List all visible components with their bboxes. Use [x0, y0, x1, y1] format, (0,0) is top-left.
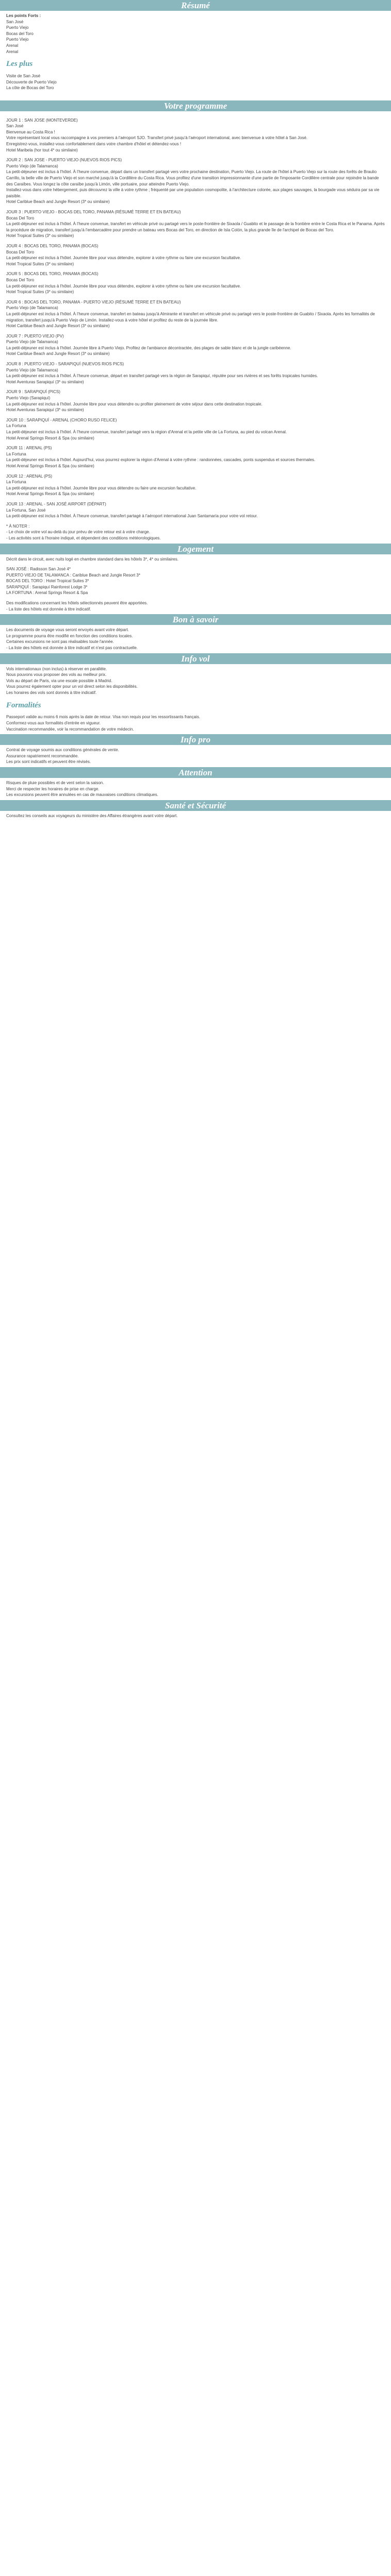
day-title: JOUR 6 : BOCAS DEL TORO, PANAMA - PUERTO VIEJO (RÉSUMÉ TERRE ET EN BATEAU) [6, 299, 181, 304]
logement-line: LA FORTUNA : Arenal Springs Resort & Spa [6, 590, 88, 596]
day-line: Hotel Aventuras Sarapiquí (3* ou similaire) [6, 379, 84, 384]
lesplus-header: Les plus [6, 60, 33, 69]
logement-line: SAN JOSÉ : Radisson San José 4* [6, 567, 71, 572]
bonasavoir-line: - La liste des hôtels est donnée à titre indicatif et n'est pas contractuelle. [6, 646, 138, 651]
day-line: Hotel Maribela (hor tout 4* ou similaire) [6, 147, 78, 152]
logement-header: Logement [0, 544, 391, 554]
day-line: Bocas Del Toro [6, 277, 35, 282]
programme-section [0, 111, 391, 544]
day-title: JOUR 10 : SARAPIQUÍ - ARENAL (CHORO RUSO FELICE) [6, 417, 117, 422]
day-line: Hotel Aventuras Sarapiquí (3* ou similaire) [6, 408, 84, 413]
lesplus-item: La côte de Bocas del Toro [6, 86, 54, 91]
day-title: JOUR 5 : BOCAS DEL TORO, PANAMA (BOCAS) [6, 272, 99, 277]
day-line: Hotel Tropical Suites (3* ou similaire) [6, 290, 74, 295]
day-line: La petit-déjeuner est inclus à l'hôtel. À l'heure convenue, transfert en bateau jusqu'à Almirante et transfert en véhicule privé ou partagé vers le poste-frontière de Guabito / Sixaola. Après les formalités de migration, transfert jusqu'à Puerto Viejo de Limón. Installez-vous à votre hôtel et profitez du reste de la journée libre. [6, 311, 375, 323]
day-line: Hotel Cariblue Beach and Jungle Resort (3* ou similaire) [6, 199, 110, 205]
attention-line: Merci de respecter les horaires de prise en charge. [6, 786, 100, 791]
resume-item: Puerto Viejo [6, 37, 29, 42]
day-line: Hotel Cariblue Beach and Jungle Resort (3* ou similaire) [6, 324, 110, 329]
day-line: La petit-déjeuner est inclus à l'hôtel. Journée libre à Puerto Viejo. Profitez de l'ambiance décontractée, des plages de sable blanc et de la jungle caribéenne. [6, 345, 291, 350]
day-line: La Fortuna [6, 480, 26, 485]
day-title: JOUR 9 : SARAPIQUÍ (PICS) [6, 389, 60, 395]
day-title: JOUR 3 : PUERTO VIEJO - BOCAS DEL TORO, PANAMA (RÉSUMÉ TERRE ET EN BATEAU) [6, 210, 181, 214]
programme-header: Votre programme [0, 100, 391, 111]
day-line: Bienvenue au Costa Rica ! [6, 129, 55, 134]
formalites-section [0, 712, 391, 734]
logement-section [0, 554, 391, 615]
infovol-section [0, 664, 391, 698]
resume-item: Puerto Viejo [6, 25, 29, 30]
infovol-line: Nous pouvons vous proposer des vols au meilleur prix. [6, 672, 107, 677]
infovol-header: Info vol [0, 653, 391, 664]
lesplus-item: Visite de San José [6, 73, 41, 78]
day-line: La petit-déjeuner est inclus à l'hôtel. Journée libre pour vous détendre, explorer à votre rythme ou faire une excursion facultative. [6, 283, 241, 289]
sante-section [0, 811, 391, 821]
day-line: Puerto Viejo (de Talamanca) [6, 163, 58, 168]
day-line: Bocas Del Toro [6, 215, 35, 221]
day-line: Puerto Viejo (de Talamanca) [6, 306, 58, 311]
logement-line: - La liste des hôtels est donnée à titre indicatif. [6, 606, 91, 612]
day-line: Installez-vous dans votre hébergement, puis découvrez la ville à votre rythme ; fréquenté par une population cosmopolite, à l'architecture colorée, aux plages sauvages, la bourgade vous séduira par sa vie paisible. [6, 188, 380, 198]
day-line: Hotel Cariblue Beach and Jungle Resort (3* ou similaire) [6, 351, 110, 357]
resume-item: Arenal [6, 49, 19, 54]
attention-line: Risques de pluie possibles et de vent selon la saison. [6, 780, 104, 785]
day-line: La petit-déjeuner est inclus à l'hôtel. Journée libre pour vous détendre, explorer à votre rythme ou faire une excursion facultative. [6, 256, 241, 261]
day-line: La petit-déjeuner est inclus à l'hôtel. Aujourd'hui, vous pourrez explorer la région d'Arenal à votre rythme : randonnées, cascades, ponts suspendus et sources thermales. [6, 457, 316, 463]
day-line: La petit-déjeuner est inclus à l'hôtel. À l'heure convenue, transfert en véhicule privé ou partagé vers le poste-frontière de Sixaola / Guabito et le passage de la frontière entre le Costa Rica et le Panama. Après la procédure de migration, transfert jusqu'à l'embarcadère pour prendre un bateau vers Bocas del Toro, en direction de Isla Colón, la plus grande île de l'archipel de Bocas del Toro. [6, 222, 385, 232]
day-title: JOUR 13 : ARENAL - SAN JOSÉ AIRPORT (DÉPART) [6, 501, 106, 506]
sante-header: Santé et Sécurité [0, 800, 391, 811]
logement-line: BOCAS DEL TORO : Hotel Tropical Suites 3* [6, 579, 89, 584]
attention-line: Les excursions peuvent être annulées en cas de mauvaises conditions climatiques. [6, 792, 158, 798]
day-title: JOUR 8 : PUERTO VIEJO - SARAPIQUÍ (NUEVOS RIOS PICS) [6, 362, 124, 367]
logement-line: Décrit dans le circuit, avec nuits logé en chambre standard dans les hôtels 3*, 4* ou similaires. [6, 556, 178, 562]
formalites-line: Vaccination recommandée, voir la recommandation de votre médecin. [6, 726, 134, 732]
day-line: La petit-déjeuner est inclus à l'hôtel. À l'heure convenue, transfert partagé vers la région d'Arenal et la petite ville de La Fortuna, au pied du volcan Arenal. [6, 430, 287, 434]
day-line: Hotel Arenal Springs Resort & Spa (ou similaire) [6, 463, 94, 468]
day-title: JOUR 1 : SAN JOSE (MONTEVERDE) [6, 117, 78, 123]
day-line: La petit-déjeuner est inclus à l'hôtel. À l'heure convenue, transfert partagé à l'aéroport international Juan Santamaría pour votre vol retour. [6, 514, 258, 519]
infopro-section [0, 745, 391, 767]
infopro-line: Contrat de voyage soumis aux conditions générales de vente. [6, 748, 119, 753]
resume-header: Résumé [0, 0, 391, 11]
resume-item: Bocas del Toro [6, 31, 34, 36]
formalites-line: Conformez-vous aux formalités d'entrée en vigueur. [6, 720, 101, 725]
day-title: JOUR 7 : PUERTO VIEJO (PV) [6, 333, 64, 338]
formalites-line: Passeport valide au moins 6 mois après la date de retour. Visa non requis pour les ressortissants français. [6, 715, 201, 720]
day-line: La Fortuna [6, 423, 26, 429]
day-line: La Fortuna, San José [6, 507, 46, 513]
day-title: JOUR 4 : BOCAS DEL TORO, PANAMA (BOCAS) [6, 243, 99, 248]
infopro-line: Les prix sont indicatifs et peuvent être révisés. [6, 759, 91, 765]
resume-section [0, 11, 391, 57]
day-line: Puerto Viejo (Sarapiquí) [6, 396, 51, 401]
logement-line: PUERTO VIEJO DE TALAMANCA : Cariblue Beach and Jungle Resort 3* [6, 572, 140, 578]
sante-line: Consultez les conseils aux voyageurs du ministère des Affaires étrangères avant votre départ. [6, 813, 178, 818]
attention-header: Attention [0, 767, 391, 778]
logement-line: Des modifications concernant les hôtels sélectionnés peuvent être apportées. [6, 601, 148, 606]
lesplus-section [0, 71, 391, 93]
day-line: La petit-déjeuner est inclus à l'hôtel. Journée libre pour vous détendre ou faire une excursion facultative. [6, 485, 197, 490]
programme-note: * À NOTER : [6, 523, 30, 529]
day-line: Enregistrez-vous, installez-vous confortablement dans votre chambre d'hôtel et détendez-vous ! [6, 142, 182, 147]
resume-item: Les points Forts : [6, 13, 41, 18]
programme-note: - Les activités sont à l'horaire indiqué, et dépendent des conditions météorologiques. [6, 535, 161, 540]
infopro-header: Info pro [0, 734, 391, 745]
lesplus-item: Découverte de Puerto Viejo [6, 79, 57, 84]
day-line: Hotel Tropical Suites (3* ou similaire) [6, 233, 74, 239]
day-line: Hotel Arenal Springs Resort & Spa (ou similaire) [6, 492, 94, 497]
day-line: Puerto Viejo (de Talamanca) [6, 340, 58, 345]
bonasavoir-line: Certaines excursions ne sont pas réalisables toute l'année. [6, 639, 114, 645]
page [0, 0, 391, 821]
day-line: La petit-déjeuner est inclus à l'hôtel. À l'heure convenue, départ dans un transfert partagé vers votre prochaine destination, Puerto Viejo. La route de l'hôtel à Puerto Viejo sur la route des forêts de Braulio Carrillo, la belle ville de Puerto Viejo et son marché jusqu'à la Cordillère du Costa Rica. Vous profitez d'une transition impressionnante d'une partie de l'imposante Cordillère centrale pour rejoindre la bande des Caraïbes. Vous longez la côte caraïbe jusqu'à Limón, ville portuaire, pour atteindre Puerto Viejo. [6, 170, 379, 187]
programme-note: - Le choix de votre vol au-delà du jour prévu de votre retour est à votre charge. [6, 530, 150, 535]
bonasavoir-section [0, 625, 391, 653]
infopro-line: Assurance rapatriement recommandée. [6, 753, 79, 758]
day-line: Bocas Del Toro [6, 249, 35, 255]
bonasavoir-header: Bon à savoir [0, 614, 391, 625]
day-line: La petit-déjeuner est inclus à l'hôtel. Journée libre pour vous détendre ou profiter pleinement de votre séjour dans cette destination tropicale. [6, 401, 263, 406]
infovol-line: Vous pourrez également opter pour un vol direct selon les disponibilités. [6, 684, 138, 689]
day-line: La petit-déjeuner est inclus à l'hôtel. À l'heure convenue, départ en transfert partagé vers la région de Sarapiquí, réputée pour ses rivières et ses forêts tropicales humides. [6, 374, 318, 379]
day-line: Hotel Tropical Suites (3* ou similaire) [6, 261, 74, 266]
day-title: JOUR 12 : ARENAL (PS) [6, 473, 53, 479]
resume-item: San José [6, 19, 24, 24]
bonasavoir-line: Les documents de voyage vous seront envoyés avant votre départ. [6, 628, 129, 633]
day-line: Hotel Arenal Springs Resort & Spa (ou similaire) [6, 435, 94, 440]
day-title: JOUR 11 : ARENAL (PS) [6, 446, 52, 451]
logement-line: SARAPIQUÍ : Sarapiquí Rainforest Lodge 3* [6, 584, 88, 589]
day-line: Puerto Viejo (de Talamanca) [6, 367, 58, 372]
day-title: JOUR 2 : SAN JOSE - PUERTO VIEJO (NUEVOS RIOS PICS) [6, 158, 122, 163]
infovol-line: Vols au départ de Paris, via une escale possible à Madrid. [6, 678, 112, 683]
infovol-line: Les horaires des vols sont donnés à titre indicatif. [6, 690, 97, 695]
day-line: Votre représentant local vous raccompagne à vos premiers à l'aéroport SJO. Transfert privé jusqu'à l'aéroport international, avec bienvenue à votre hôtel à San José. [6, 135, 308, 141]
day-line: La Fortuna [6, 451, 26, 456]
attention-section [0, 778, 391, 800]
formalites-header: Formalités [6, 701, 41, 709]
bonasavoir-line: Le programme pourra être modifié en fonction des conditions locales. [6, 633, 133, 638]
day-line: San José [6, 124, 24, 129]
resume-item: Arenal [6, 43, 19, 48]
infovol-line: Vols internationaux (non inclus) à réserver en parallèle. [6, 666, 107, 671]
